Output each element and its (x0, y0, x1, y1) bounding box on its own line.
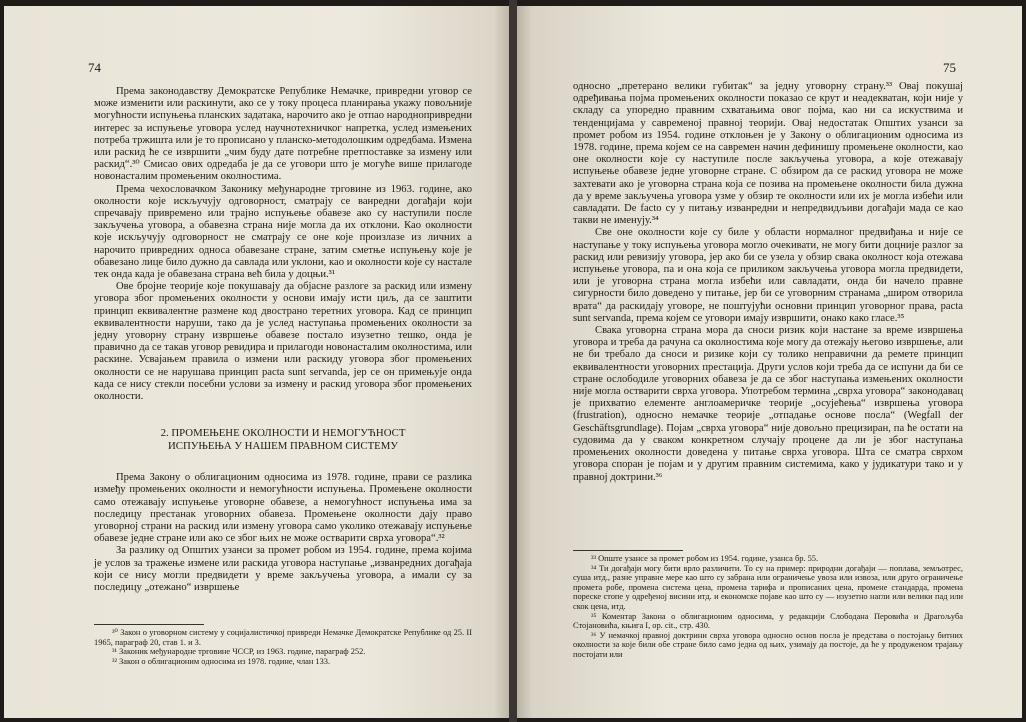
page-number: 75 (943, 60, 956, 75)
footnotes (573, 544, 963, 660)
heading-line: ИСПУЊЕЊА У НАШЕМ ПРАВНОМ СИСТЕМУ (167, 439, 399, 452)
paragraph: За разлику од Општих узанси за промет робом из 1954. године, према којима је услов за тражење измене или раскида уговора наступање „изванредних догађаја који се нису могли предвидети у време закључења уговора, а имали су за последицу „отежано“ извршење (94, 545, 472, 593)
footnotes (94, 618, 472, 666)
footnote-rule (94, 624, 204, 625)
main-text (573, 81, 963, 484)
book-gutter (509, 0, 517, 722)
footnote: ³³ Опште узансе за промет робом из 1954. године, узанса бр. 55. (591, 554, 819, 563)
paragraph: Ове бројне теорије које покушавају да објасне разлоге за раскид или измену уговора због промењених околности у основи имају исти циљ, да се заштити принцип еквивалентне размене код двострано теретних уговора. Кад се принцип еквивалентности наруши, тако да је услед наступања промењених околности за једну уговорну страну извршење обавезе постало изузетно тешко, онда је правично да се такав уговор ревидира и прилагоди новонасталим околностима, или раскине. Усвајањем правила о измени или раскиду уговора због промењених околности се не нарушава принцип pacta sunt servanda, јер се он примењује онда када се нису стекли посебни услови за измену и раскид уговора због промењених околности. (94, 281, 472, 403)
page-number: 74 (88, 60, 101, 75)
section-heading (94, 427, 472, 452)
paragraph: Све оне околности које су биле у области нормалног предвиђања и није се наступање у току испуњења уговора могло очекивати, не могу бити доцније разлог за раскид или ревизију уговора, јер ако би се узела у обзир свака околност која отежава испуњење уговора, па и она која се приликом закључења уговора могла предвидети, или је уговорна страна могла избећи или савладати, онда би начело правне сигурности било доведено у питање, јер би се уговорним странама „широм отворила врата“ да раскидају уговоре, не поштујући основни принцип уговорног права, pacta sunt servanda, према којем се уговори имају извршити, онако како гласе.³⁵ (573, 227, 963, 324)
footnote: ³¹ Законик међународне трговине ЧССР, из 1963. године, параграф 252. (112, 647, 366, 657)
paragraph: Према чехословачком Законику међународне трговине из 1963. године, ако околности које искључују одговорност, сматрају се ванредни догађаји који спречавају привремено или трајно испуњење обавезе ако су наступили после закључења уговора, а обавезна страна није могла да их отклони. Као околности које искључују одговорност не сматрају се оне које произлазе из личних а нарочито привредних односа обавезане стране, затим сметње испуњењу које је обавезано лице било дужно да савлада или уклони, као и околности које су настале тек онда када је обавезана страна већ била у доцњи.³¹ (94, 183, 472, 281)
footnote: ³⁵ Коментар Закона о облигационим односима, у редакцији Слободана Перовића и Драгољуба Стојановића, књига I, op. cit., стр. 430. (573, 611, 963, 631)
left-page (4, 6, 509, 718)
right-page (517, 6, 1022, 718)
footnote: ³⁰ Закон о уговорном систему у социјалистичкој привреди Немачке Демократске Републике од 25. II 1965, параграф 20, став 1. и 3. (94, 628, 472, 647)
footnote: ³² Закон о облигационим односима из 1978. године, члан 133. (112, 656, 331, 666)
paragraph: Према Закону о облигационим односима из 1978. године, прави се разлика између промењених околности и немогућности испуњења. Промењене околности само отежавају испуњење уговорне обавезе, а немогућност испуњења има за последицу престанак уговорних обавеза. Промењене околности дају право уговорној страни на раскид или измену уговора само уколико отежавају испуњење обавезе једне стране или ако се због њих не може остварити сврха уговора“.³² (94, 472, 472, 545)
main-text (94, 86, 472, 594)
paragraph: Према законодавству Демократске Републике Немачке, привредни уговор се може изменити или раскинути, ако се у току процеса планирања укажу повољније могућности испуњења планских задатака, нарочито ако је отпао народнопривредни интерес за испуњење уговора услед научнотехничког напретка, услед измењених потреба тржишта или је то прописано у планско-методолошким одредбама. Измена или раскид ће се извршити „чим буду дате потребне претпоставке за измену или раскид“.³⁰ Смисао ових одредаба је да се уговори што је могуће више прилагоде новонасталим промењеним околностима. (94, 86, 472, 183)
footnote: ³⁴ Ти догађаји могу бити врло различити. То су на пример: природни догађаји — поплава, земљотрес, суша итд., разне управне мере као што су забрана или ограничење увоза или извоза, или друго ограничење промета робе, промена система цена, промена тарифа и прописаних цена, промене стандарда, промена пореске стопе у одређеној висини итд. и економске појаве као што су — изузетно нагли или велики пад или скок цена, итд. (573, 563, 963, 611)
heading-line: 2. ПРОМЕЊЕНЕ ОКОЛНОСТИ И НЕМОГУЋНОСТ (160, 427, 406, 440)
paragraph: Свака уговорна страна мора да сноси ризик који настане за време извршења уговора и треба да рачуна са околностима које могу да отежају његово извршење, али не би требало да сноси и ризике који су толико неправични да ремете принцип еквивалентности уговорних престација. Други услов који треба да се испуни да би се стране ослободиле уговорних обавеза је да се због наступања измењених околности није могла остварити сврха уговора. Употребом термина „сврха уговора“ законодавац је прихватио елементе англоамеричке теорије „осујећења“ извршења уговора (frustration), односно немачке теорије „отпадање основе посла“ (Wegfall der Geschäftsgrundlage). Појам „сврха уговора“ није довољно прецизиран, па ће остати на судовима да у сваком конкретном случају процене да ли је због наступања промењених околности доведена у питање сврха уговора. Шта се сматра сврхом уговора споран је појам и у другим правним системима, како у јудикатури тако и у правној доктрини.³⁶ (573, 325, 963, 483)
footnote: ³⁶ У немачкој правној доктрини сврха уговора односно основ посла је представа о постојању битних околности за које били обе стране било само једна од њих, узимају да постоје, да ће у продуженом трајању постојати или (573, 630, 963, 659)
footnote-rule (573, 550, 683, 551)
paragraph: односно „претерано велики губитак“ за једну уговорну страну.³³ Овај покушај одређивања појма промењених околности показао се крут и неадекватан, који није у складу са упоредно правним схватањима овог појма, као ни са искуствима и тенденцијама у савременој правној теорији. Овај недостатак Општих узанси за промет робом из 1954. године отклоњен је у Закону о облигационим односима из 1978. године, према којем се на савремен начин дефинишу промењене околности, као оне околности које су наступиле после закључења уговора, а које отежавају испуњење обавезе једне уговорне стране. С обзиром да се раскид уговора не може захтевати ако је уговорна страна која се позива на промењене околности била дужна да у време закључења уговора узме у обзир те околности или их је могла избећи или савладати. De facto су у питању изванредни и непредвидљиви догађаји мада се као такви не именују.³⁴ (573, 81, 963, 227)
